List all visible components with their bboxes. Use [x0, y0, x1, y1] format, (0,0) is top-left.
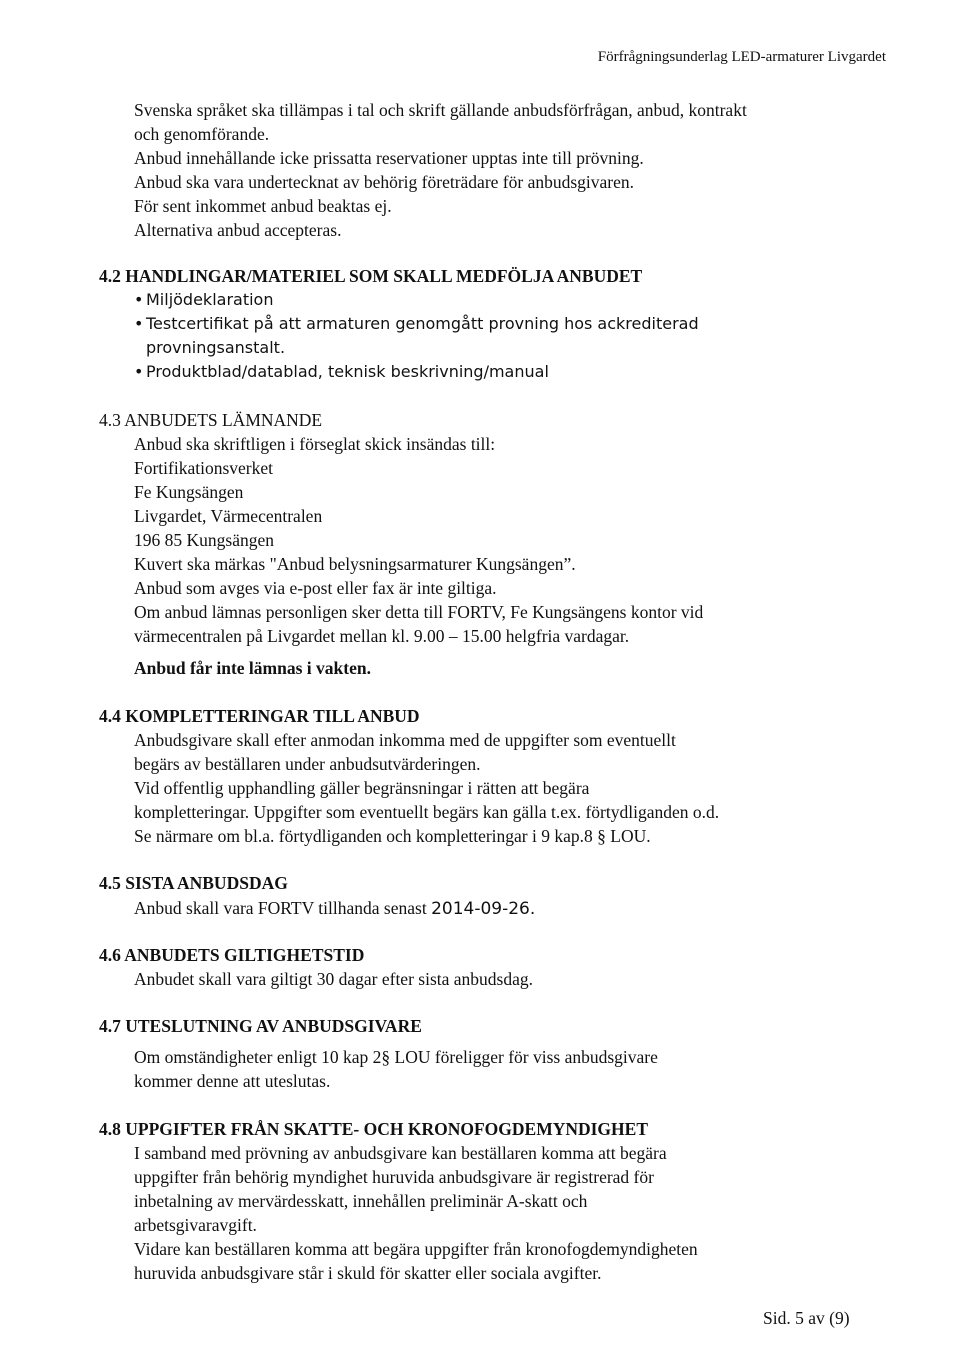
list-item-continuation: provningsanstalt.	[146, 338, 286, 357]
section-4-4-body	[134, 728, 719, 848]
section-4-2-title: 4.2 HANDLINGAR/MATERIEL SOM SKALL MEDFÖLJA ANBUDET	[99, 266, 643, 286]
bullet-icon: •	[134, 362, 144, 381]
page-number: Sid. 5 av (9)	[763, 1308, 850, 1328]
body-line: Vid offentlig upphandling gäller begränsningar i rätten att begära	[134, 778, 590, 798]
body-line: kommer denne att uteslutas.	[134, 1071, 331, 1091]
section-4-8-body	[134, 1141, 698, 1285]
body-line: Livgardet, Värmecentralen	[134, 506, 323, 526]
section-4-4-title: 4.4 KOMPLETTERINGAR TILL ANBUD	[99, 706, 420, 726]
section-4-8-title: 4.8 UPPGIFTER FRÅN SKATTE- OCH KRONOFOGDEMYNDIGHET	[99, 1119, 649, 1139]
intro-line: Anbud innehållande icke prissatta reservationer upptas inte till prövning.	[134, 148, 644, 168]
body-line: kompletteringar. Uppgifter som eventuellt begärs kan gälla t.ex. förtydliganden o.d.	[134, 802, 720, 822]
body-line: Om anbud lämnas personligen sker detta till FORTV, Fe Kungsängens kontor vid	[134, 602, 704, 622]
page-header-title: Förfrågningsunderlag LED-armaturer Livgardet	[597, 49, 886, 65]
intro-line: För sent inkommet anbud beaktas ej.	[134, 196, 392, 216]
list-item	[134, 312, 699, 336]
section-4-5-body	[134, 896, 535, 921]
section-4-3-body	[134, 432, 703, 680]
section-4-6-body	[134, 967, 533, 991]
body-line: arbetsgivaravgift.	[134, 1215, 257, 1235]
list-item	[134, 288, 699, 312]
list-item	[134, 360, 699, 384]
intro-line: Svenska språket ska tillämpas i tal och skrift gällande anbudsförfrågan, anbud, kontrakt	[134, 100, 747, 120]
body-line	[134, 896, 535, 921]
body-line: Anbudet skall vara giltigt 30 dagar efter sista anbudsdag.	[134, 969, 533, 989]
body-line: inbetalning av mervärdesskatt, innehållen preliminär A-skatt och	[134, 1191, 588, 1211]
body-line: Om omständigheter enligt 10 kap 2§ LOU föreligger för viss anbudsgivare	[134, 1047, 658, 1067]
body-line: Anbudsgivare skall efter anmodan inkomma med de uppgifter som eventuellt	[134, 730, 676, 750]
list-item-text: Miljödeklaration	[146, 290, 274, 309]
section-4-2-list	[134, 288, 699, 384]
body-line: Se närmare om bl.a. förtydliganden och kompletteringar i 9 kap.8 § LOU.	[134, 826, 651, 846]
body-line: Fe Kungsängen	[134, 482, 244, 502]
section-4-6-title: 4.6 ANBUDETS GILTIGHETSTID	[99, 945, 365, 965]
body-line: Vidare kan beställaren komma att begära uppgifter från kronofogdemyndigheten	[134, 1239, 698, 1259]
body-line: uppgifter från behörig myndighet huruvida anbudsgivare är registrerad för	[134, 1167, 654, 1187]
body-line: 196 85 Kungsängen	[134, 530, 274, 550]
deadline-date: 2014-09-26.	[431, 899, 536, 919]
intro-line: Anbud ska vara undertecknat av behörig företrädare för anbudsgivaren.	[134, 172, 634, 192]
body-line: Fortifikationsverket	[134, 458, 274, 478]
intro-line: och genomförande.	[134, 124, 270, 144]
deadline-text: Anbud skall vara FORTV tillhanda senast	[134, 898, 432, 918]
body-line: I samband med prövning av anbudsgivare kan beställaren komma att begära	[134, 1143, 667, 1163]
section-4-7-body	[134, 1045, 658, 1093]
bullet-icon: •	[134, 314, 144, 333]
list-item-text: Testcertifikat på att armaturen genomgått provning hos ackrediterad	[146, 314, 699, 333]
section-4-7-title: 4.7 UTESLUTNING AV ANBUDSGIVARE	[99, 1016, 422, 1036]
section-4-5-title: 4.5 SISTA ANBUDSDAG	[99, 873, 288, 893]
emphasis-line: Anbud får inte lämnas i vakten.	[134, 658, 371, 678]
body-line: huruvida anbudsgivare står i skuld för skatter eller sociala avgifter.	[134, 1263, 602, 1283]
body-line: Anbud ska skriftligen i förseglat skick insändas till:	[134, 434, 496, 454]
body-line: begärs av beställaren under anbudsutvärderingen.	[134, 754, 481, 774]
bullet-icon: •	[134, 290, 144, 309]
body-line: Anbud som avges via e-post eller fax är inte giltiga.	[134, 578, 497, 598]
section-4-3-title	[99, 408, 322, 432]
list-item-text: Produktblad/datablad, teknisk beskrivning/manual	[146, 362, 549, 381]
intro-line: Alternativa anbud accepteras.	[134, 220, 342, 240]
body-line: Kuvert ska märkas "Anbud belysningsarmaturer Kungsängen”.	[134, 554, 576, 574]
body-line: värmecentralen på Livgardet mellan kl. 9.00 – 15.00 helgfria vardagar.	[134, 626, 630, 646]
intro-block	[134, 98, 747, 242]
section-4-3-title-text: 4.3 ANBUDETS LÄMNANDE	[99, 410, 323, 430]
